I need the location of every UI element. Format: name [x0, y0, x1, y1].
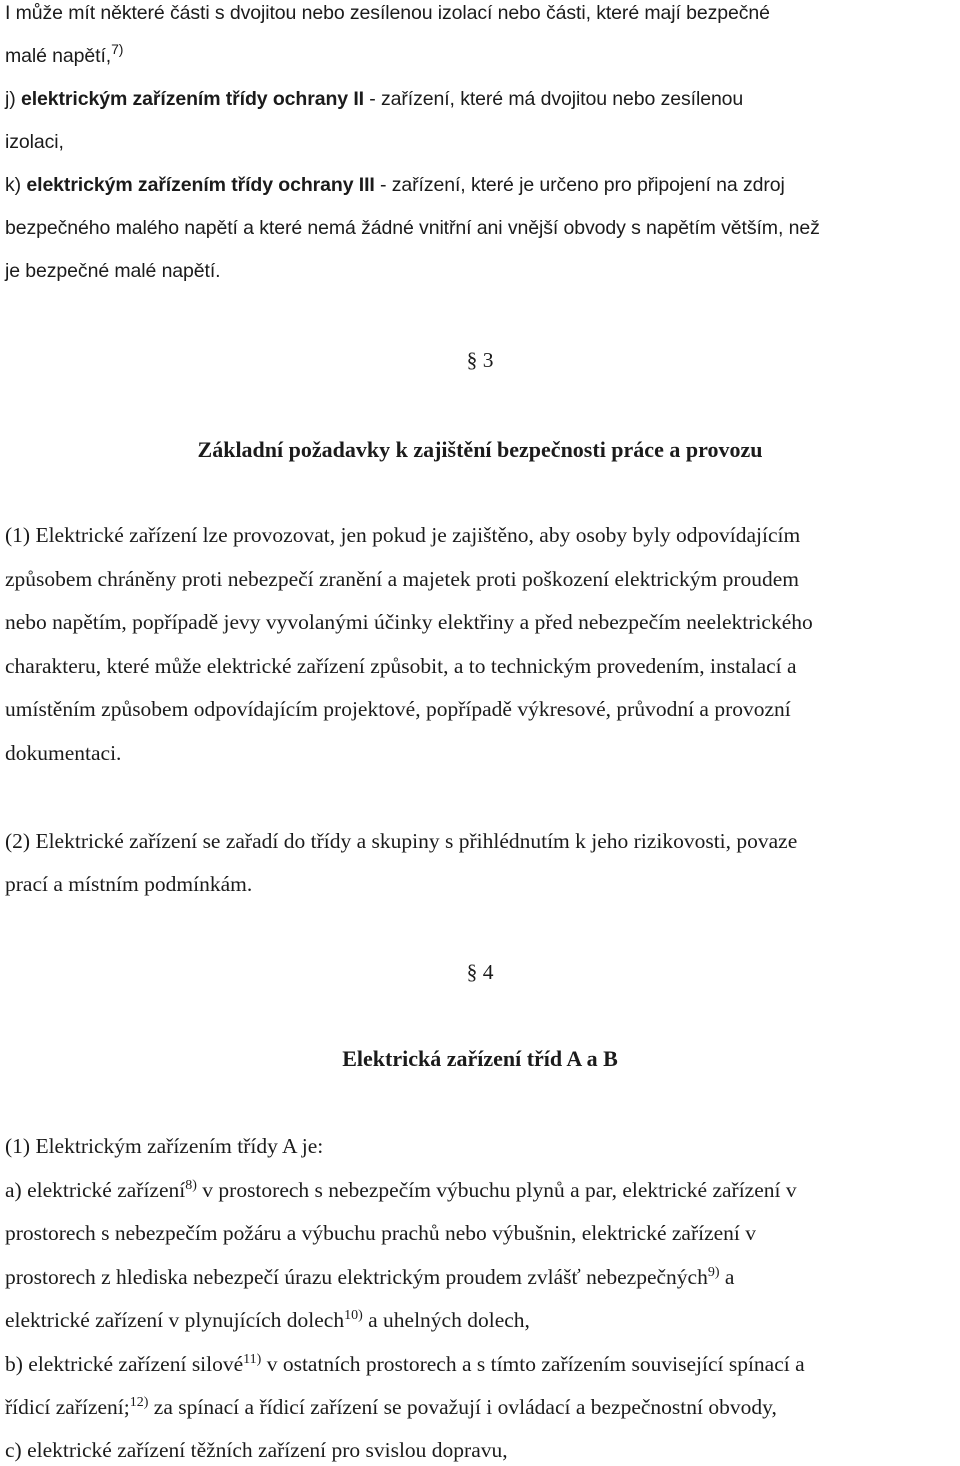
footnote-ref: 12) [129, 1395, 149, 1410]
text-fragment: elektrické zařízení v plynujících dolech [5, 1308, 345, 1332]
item-prefix: k) [5, 174, 27, 196]
text-fragment: a [719, 1265, 735, 1289]
defined-term: elektrickým zařízením třídy ochrany III [26, 174, 375, 196]
text-fragment: b) elektrické zařízení silové [5, 1352, 244, 1376]
definition-text: - zařízení, které má dvojitou nebo zesílenou [363, 88, 744, 110]
text-fragment: a) elektrické zařízení [5, 1178, 186, 1202]
list-item-a [5, 1178, 797, 1203]
text-line: bezpečného malého napětí a které nemá žádné vnitřní ani vnější obvody s napětím větším, než [5, 217, 820, 239]
text-line: je bezpečné malé napětí. [5, 260, 221, 282]
paragraph-line: prací a místním podmínkám. [5, 872, 253, 896]
text-line [5, 41, 124, 68]
paragraph-line: umístěním způsobem odpovídajícím projektové, popřípadě výkresové, průvodní a provozní [5, 697, 791, 721]
paragraph-line: nebo napětím, popřípadě jevy vyvolanými účinky elektřiny a před nebezpečím neelektrického [5, 610, 813, 634]
text-fragment: prostorech z hlediska nebezpečí úrazu elektrickým proudem zvlášť nebezpečných [5, 1265, 708, 1289]
paragraph-line: dokumentaci. [5, 741, 122, 765]
item-prefix: j) [5, 88, 21, 110]
defined-term: elektrickým zařízením třídy ochrany II [20, 88, 364, 110]
list-item-c: c) elektrické zařízení těžních zařízení pro svislou dopravu, [5, 1438, 508, 1462]
definition-text: - zařízení, které je určeno pro připojení na zdroj [374, 174, 785, 196]
paragraph-line: charakteru, které může elektrické zařízení způsobit, a to technickým provedením, instalací a [5, 654, 797, 678]
footnote-ref: 8) [185, 1178, 197, 1193]
definition-j [5, 88, 743, 111]
text-fragment: za spínací a řídicí zařízení se považují i ovládací a bezpečnostní obvody, [148, 1395, 777, 1419]
footnote-ref: 10) [344, 1308, 363, 1323]
list-item-b [5, 1352, 805, 1377]
paragraph-line [5, 1308, 530, 1333]
paragraph-line: způsobem chráněny proti nebezpečí zranění a majetek proti poškození elektrickým proudem [5, 567, 799, 591]
paragraph-line: (2) Elektrické zařízení se zařadí do třídy a skupiny s přihlédnutím k jeho rizikovosti, povaze [5, 829, 798, 853]
paragraph-line: (1) Elektrické zařízení lze provozovat, jen pokud je zajištěno, aby osoby byly odpovídajícím [5, 523, 801, 547]
section-number: § 4 [466, 960, 494, 984]
section-title: Elektrická zařízení tříd A a B [342, 1046, 618, 1071]
paragraph-line [5, 1265, 734, 1290]
text-line: I může mít některé části s dvojitou nebo zesílenou izolací nebo části, které mají bezpečné [5, 2, 770, 24]
paragraph-line: (1) Elektrickým zařízením třídy A je: [5, 1134, 324, 1158]
section-title: Základní požadavky k zajištění bezpečnosti práce a provozu [197, 437, 763, 462]
text-fragment: malé napětí, [5, 45, 112, 67]
footnote-ref: 7) [111, 41, 124, 57]
text-fragment: řídicí zařízení; [5, 1395, 130, 1419]
text-fragment: v ostatních prostorech a s tímto zařízením související spínací a [261, 1352, 805, 1376]
text-fragment: v prostorech s nebezpečím výbuchu plynů a par, elektrické zařízení v [196, 1178, 797, 1202]
footnote-ref: 9) [707, 1265, 720, 1280]
text-line: izolaci, [5, 131, 64, 153]
text-fragment: a uhelných dolech, [362, 1308, 530, 1332]
paragraph-line [5, 1395, 777, 1420]
paragraph-line: prostorech s nebezpečím požáru a výbuchu prachů nebo výbušnin, elektrické zařízení v [5, 1221, 757, 1245]
definition-k [5, 174, 785, 197]
footnote-ref: 11) [243, 1352, 262, 1367]
section-number: § 3 [466, 348, 494, 372]
